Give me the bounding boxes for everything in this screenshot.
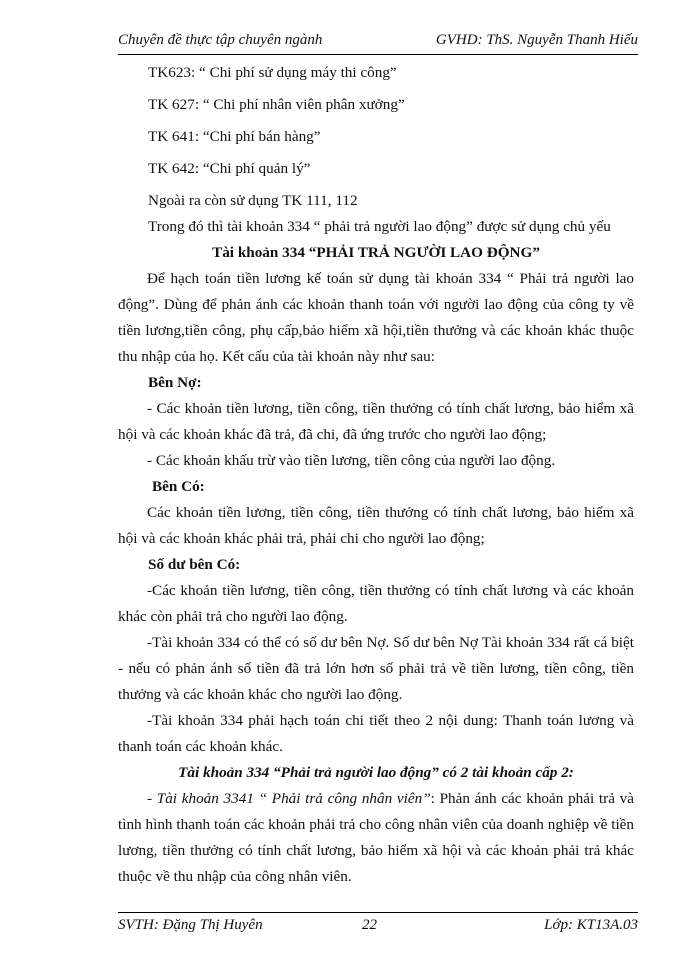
line-tk623: TK623: “ Chi phí sử dụng máy thi công”	[148, 64, 397, 81]
line-tk642: TK 642: “Chi phí quản lý”	[148, 160, 311, 177]
footer-student: SVTH: Đặng Thị Huyên	[118, 917, 263, 933]
line-other-accounts: Ngoài ra còn sử dụng TK 111, 112	[148, 192, 358, 209]
line-tk627: TK 627: “ Chi phí nhân viên phân xưởng”	[148, 96, 405, 113]
tk3341-label: - Tài khoản 3341 “ Phải trả công nhân viên”	[147, 790, 431, 807]
line-main-account: Trong đó thì tài khoản 334 “ phải trả người lao động” được sử dụng chủ yếu	[148, 218, 611, 235]
header-title: Chuyên đề thực tập chuyên ngành	[118, 32, 323, 48]
document-body	[118, 60, 634, 890]
so-du-item-2: -Tài khoản 334 có thể có số dư bên Nợ. Số dư bên Nợ Tài khoản 334 rất cá biệt - nếu có phản ánh số tiền đã trả lớn hơn số phải trả về tiền lương, tiền công, tiền thưởng và các khoản khác cho người lao động.	[118, 634, 634, 703]
heading-ben-no: Bên Nợ:	[148, 374, 202, 391]
paragraph-intro: Để hạch toán tiền lương kế toán sử dụng tài khoản 334 “ Phải trả người lao động”. Dùng để phản ánh các khoản thanh toán với người lao động của công ty về tiền lương,tiền công, phụ cấp,bảo hiểm xã hội,tiền thưởng và các khoản khác thuộc thu nhập của họ. Kết cấu của tài khoản này như sau:	[118, 270, 634, 365]
page-header	[118, 32, 638, 55]
page-number: 22	[362, 917, 377, 933]
page-footer	[118, 912, 638, 935]
footer-class: Lớp: KT13A.03	[544, 917, 638, 933]
header-advisor: GVHD: ThS. Nguyễn Thanh Hiếu	[435, 32, 638, 48]
heading-account-334: Tài khoản 334 “PHẢI TRẢ NGƯỜI LAO ĐỘNG”	[212, 244, 540, 261]
so-du-item-1: -Các khoản tiền lương, tiền công, tiền thưởng có tính chất lương và các khoản khác còn phải trả cho người lao động.	[118, 582, 634, 625]
ben-no-item-2: - Các khoản khấu trừ vào tiền lương, tiền công của người lao động.	[147, 452, 556, 469]
paragraph-tk3341	[118, 786, 634, 890]
heading-so-du: Số dư bên Có:	[148, 556, 241, 573]
ben-no-item-1: - Các khoản tiền lương, tiền công, tiền thưởng có tính chất lương, bảo hiểm xã hội và các khoản khác đã trả, đã chi, đã ứng trước cho người lao động;	[118, 400, 634, 443]
heading-ben-co: Bên Có:	[152, 478, 205, 495]
line-tk641: TK 641: “Chi phí bán hàng”	[148, 128, 321, 145]
heading-sub-accounts: Tài khoản 334 “Phải trả người lao động” có 2 tài khoản cấp 2:	[178, 764, 574, 781]
tk3341-text: : Phản ánh các khoản phải trả và tình hình thanh toán các khoản phải trả cho công nhân viên của doanh nghiệp về tiền lương, tiền thưởng có tính chất lương, bảo hiểm xã hội và các khoản phải trả khác thuộc về thu nhập của công nhân viên.	[118, 790, 634, 885]
so-du-item-3: -Tài khoản 334 phải hạch toán chi tiết theo 2 nội dung: Thanh toán lương và thanh toán các khoản khác.	[118, 712, 634, 755]
ben-co-text: Các khoản tiền lương, tiền công, tiền thưởng có tính chất lương, bảo hiểm xã hội và các khoản khác phải trả, phải chi cho người lao động;	[118, 504, 634, 547]
